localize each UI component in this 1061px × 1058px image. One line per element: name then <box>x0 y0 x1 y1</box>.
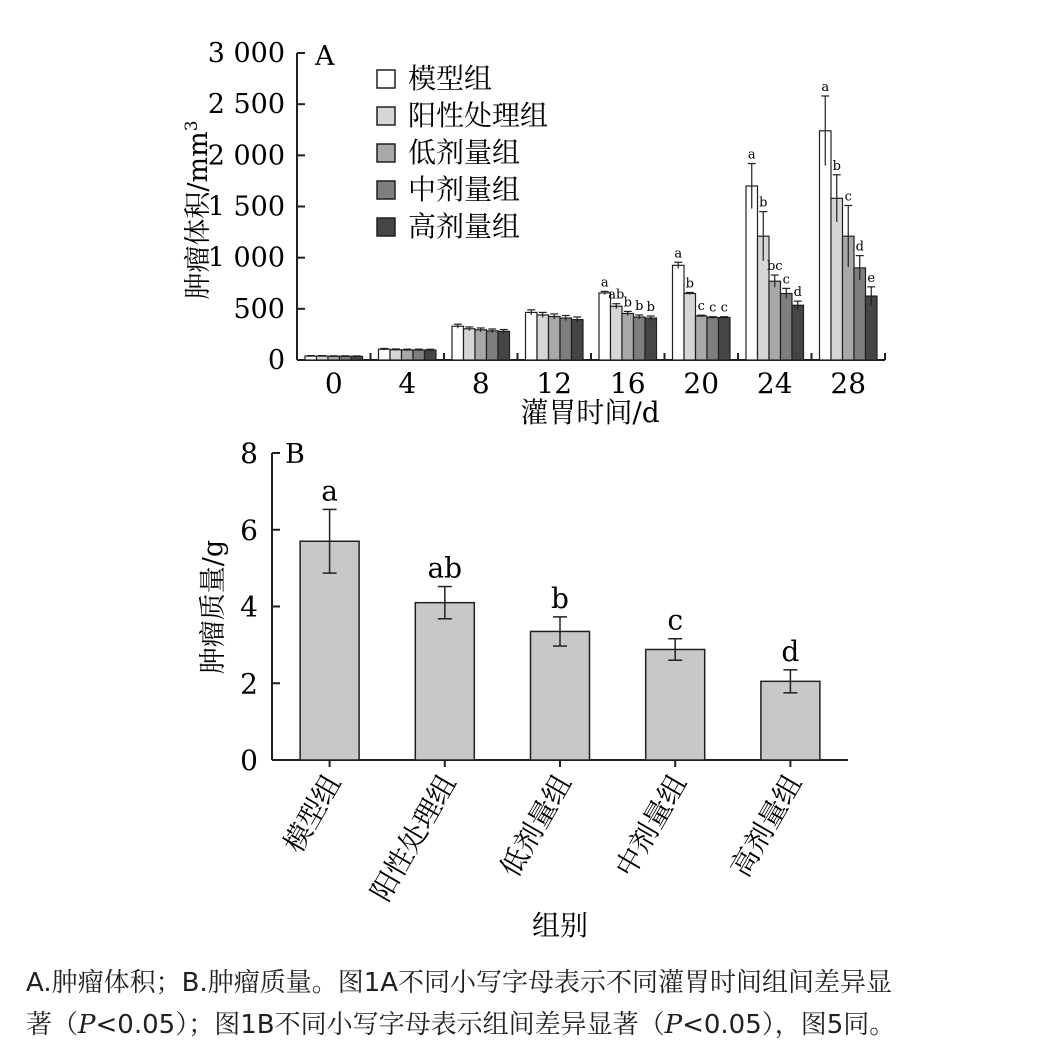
significance-letter: c <box>697 299 705 315</box>
caption-part: <0.05）；图1B不同小写字母表示组间差异显著（ <box>95 1010 665 1040</box>
bar <box>707 318 719 360</box>
significance-letter: b <box>623 295 632 311</box>
bar <box>475 330 487 360</box>
legend-swatch <box>377 144 395 162</box>
bar <box>425 350 437 360</box>
bar <box>831 198 843 360</box>
panel-b-weight-chart <box>198 437 848 942</box>
bar <box>549 317 561 360</box>
y-tick-label: 4 <box>240 590 258 624</box>
y-tick-label: 0 <box>267 345 285 376</box>
bar <box>696 316 708 360</box>
caption-part: <0.05），图5同。 <box>682 1010 896 1040</box>
significance-letter: a <box>674 246 683 262</box>
y-tick-label: 2 000 <box>207 140 285 172</box>
panel-a-y-axis <box>208 38 305 376</box>
x-tick-label: 20 <box>683 367 720 400</box>
figure-caption-line-1: A.肿瘤体积；B.肿瘤质量。图1A不同小写字母表示不同灌胃时间组间差异显 <box>26 968 893 998</box>
bar <box>379 349 391 360</box>
significance-letter: b <box>832 158 841 174</box>
significance-letter: c <box>667 603 684 637</box>
caption-part: 著（ <box>26 1010 79 1040</box>
legend-label: 低剂量组 <box>408 136 521 169</box>
bar <box>305 356 317 360</box>
bar <box>452 326 464 360</box>
significance-letter: b <box>759 195 768 211</box>
significance-letter: b <box>635 298 644 314</box>
significance-letter: bc <box>766 259 783 275</box>
y-tick-label: 6 <box>240 513 258 547</box>
legend-swatch <box>377 107 395 125</box>
bar <box>792 305 804 360</box>
significance-letter: c <box>720 300 728 316</box>
legend-swatch <box>377 70 395 88</box>
bar <box>611 306 623 360</box>
x-tick-label: 高剂量组 <box>723 769 809 883</box>
x-tick-label: 24 <box>756 367 793 400</box>
bar <box>854 268 866 360</box>
legend-swatch <box>377 218 395 236</box>
y-tick-label: 8 <box>240 437 258 470</box>
bar <box>719 318 731 360</box>
bar <box>684 293 696 360</box>
x-tick-label: 中剂量组 <box>608 769 694 883</box>
legend-label: 阳性处理组 <box>408 99 549 132</box>
bar <box>622 313 634 360</box>
bar <box>599 293 611 360</box>
x-tick-label: 0 <box>324 367 343 400</box>
panel-b-x-label: 组别 <box>531 909 589 942</box>
bar <box>402 350 414 360</box>
bar <box>328 356 340 360</box>
y-tick-label: 0 <box>240 744 258 777</box>
panel-a-legend <box>377 62 548 243</box>
bar <box>531 631 590 760</box>
panel-a-y-label-text: 肿瘤体积/mm <box>183 131 214 300</box>
significance-letter: a <box>821 79 830 95</box>
bar <box>464 329 476 360</box>
panel-b-y-label: 肿瘤质量/g <box>198 539 229 675</box>
x-tick-label: 4 <box>398 367 417 400</box>
y-tick-label: 3 000 <box>207 38 285 69</box>
y-tick-label: 1 500 <box>207 191 285 223</box>
panel-b-label: B <box>285 439 305 470</box>
bar <box>487 331 499 360</box>
caption-p-symbol: P <box>78 1010 96 1040</box>
significance-letter: a <box>747 147 756 163</box>
x-tick-label: 16 <box>609 367 646 400</box>
bar <box>300 541 359 760</box>
bar <box>413 350 425 360</box>
significance-letter: b <box>685 276 694 292</box>
bar <box>340 356 352 360</box>
bar <box>673 265 685 360</box>
significance-letter: c <box>844 189 852 205</box>
legend-label: 中剂量组 <box>408 173 521 206</box>
figure-caption-line-2 <box>26 1004 1046 1046</box>
y-tick-label: 2 500 <box>207 89 285 121</box>
significance-letter: d <box>793 285 802 301</box>
significance-letter: d <box>781 634 800 668</box>
bar <box>415 603 474 760</box>
bar <box>390 350 402 360</box>
significance-letter: b <box>646 299 655 315</box>
bar <box>572 320 584 360</box>
y-tick-label: 1 000 <box>207 242 285 274</box>
significance-letter: b <box>551 581 569 615</box>
panel-a-label: A <box>315 41 335 72</box>
significance-letter: e <box>867 270 876 286</box>
significance-letter: ab <box>608 287 625 303</box>
bar <box>645 318 657 360</box>
y-tick-label: 2 <box>240 667 258 701</box>
caption-p-symbol: P <box>664 1010 683 1040</box>
x-tick-label: 8 <box>471 367 490 400</box>
legend-swatch <box>377 181 395 199</box>
significance-letter: c <box>782 272 790 288</box>
bar <box>526 312 538 360</box>
significance-letter: a <box>600 275 609 291</box>
panel-b-bars <box>300 474 820 760</box>
x-tick-label: 28 <box>830 367 867 400</box>
legend-label: 高剂量组 <box>408 210 521 243</box>
bar <box>646 649 705 760</box>
panel-b-x-axis <box>272 760 848 907</box>
significance-letter: ab <box>427 551 463 585</box>
significance-letter: a <box>321 474 338 508</box>
bar <box>769 281 781 360</box>
panel-a-y-label-superscript: 3 <box>182 120 202 132</box>
bar <box>746 186 758 360</box>
panel-a-y-label <box>182 120 214 299</box>
x-tick-label: 阳性处理组 <box>364 769 463 907</box>
panel-a-x-label: 灌胃时间/d <box>520 396 660 429</box>
y-tick-label: 500 <box>233 293 285 325</box>
bar <box>317 356 329 360</box>
significance-letter: c <box>709 300 717 316</box>
bar <box>866 296 878 360</box>
bar <box>634 317 646 360</box>
legend-label: 模型组 <box>408 62 493 95</box>
x-tick-label: 低剂量组 <box>493 769 579 883</box>
bar <box>560 318 572 360</box>
panel-b-y-axis <box>240 437 280 777</box>
panel-a-volume-chart <box>182 38 885 429</box>
bar <box>351 356 363 360</box>
bar <box>537 315 549 360</box>
bar <box>781 293 793 360</box>
significance-letter: d <box>855 239 864 255</box>
x-tick-label: 12 <box>536 367 573 400</box>
bar <box>498 331 510 360</box>
x-tick-label: 模型组 <box>277 769 348 859</box>
